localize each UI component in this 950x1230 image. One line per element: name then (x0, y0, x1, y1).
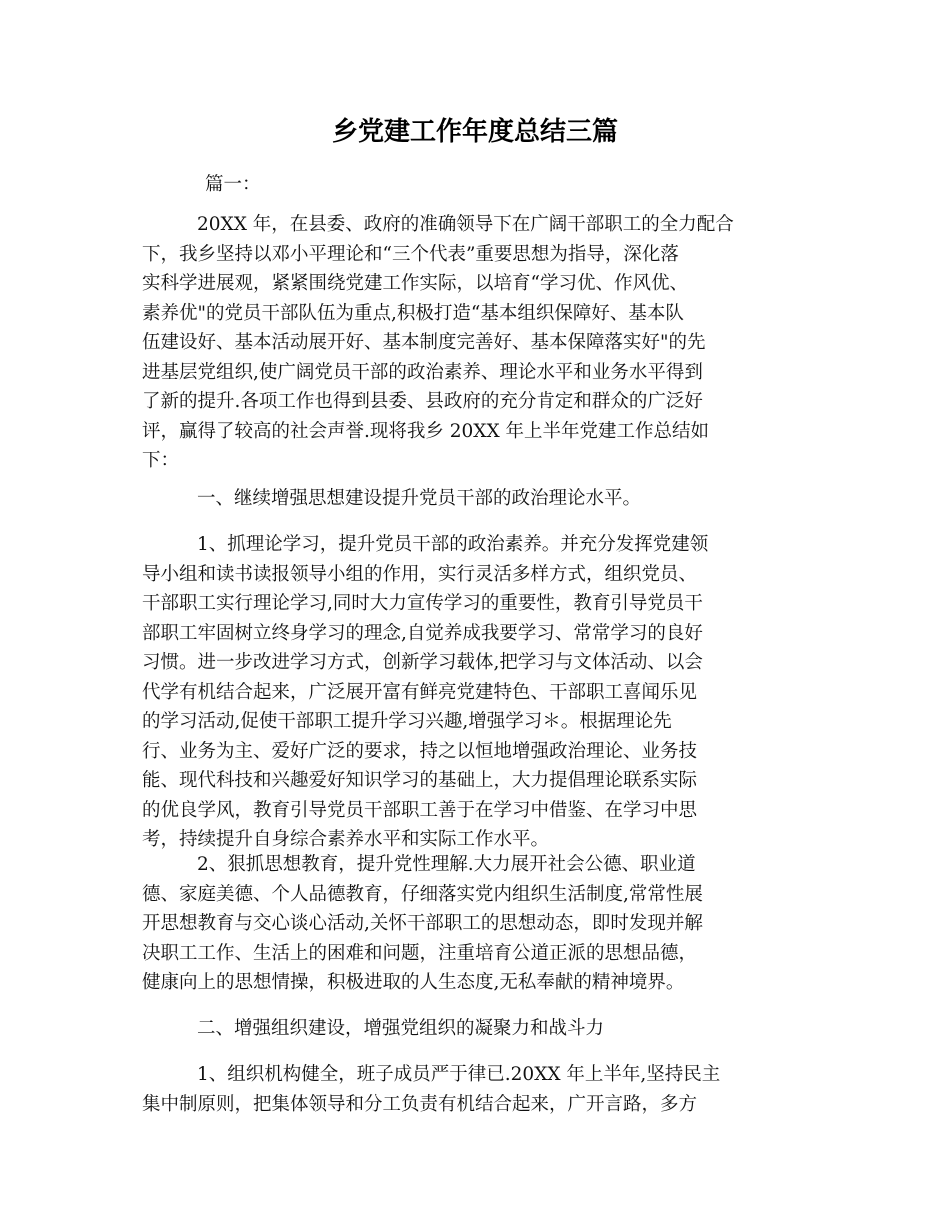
text-line: 2、狠抓思想教育，提升党性理解.大力展开社会公德、职业道 (197, 854, 696, 875)
page-title: 乡党建工作年度总结三篇 (331, 117, 618, 147)
text-line: 评，赢得了较高的社会声誉.现将我乡 20XX 年上半年党建工作总结如 (142, 420, 710, 442)
text-line: 开思想教育与交心谈心活动,关怀干部职工的思想动态，即时发现并解 (142, 913, 703, 934)
paragraph-1-1 (142, 530, 810, 855)
section-heading-2 (142, 1014, 810, 1044)
text-line: 了新的提升.各项工作也得到县委、县政府的充分肯定和群众的广泛好 (142, 391, 703, 412)
text-line: 决职工工作、生活上的困难和问题，注重培育公道正派的思想品德， (142, 942, 698, 964)
text-line: 考，持续提升自身综合素养水平和实际工作水平。 (142, 829, 550, 850)
text-line: 下，我乡坚持以邓小平理论和“三个代表”重要思想为指导，深化落 (142, 243, 679, 265)
section-label: 篇一： (205, 174, 261, 195)
text-line: 的优良学风，教育引导党员干部职工善于在学习中借鉴、在学习中思 (142, 799, 698, 821)
section-heading-1 (142, 484, 810, 514)
text-line: 素养优"的党员干部队伍为重点,积极打造“基本组织保障好、基本队 (142, 302, 684, 324)
text-line: 导小组和读书读报领导小组的作用，实行灵活多样方式，组织党员、 (142, 563, 698, 585)
paragraph-2-1 (142, 1060, 810, 1119)
text-line: 德、家庭美德、个人品德教育，仔细落实党内组织生活制度,常常性展 (142, 883, 703, 905)
text-line: 下： (142, 450, 180, 471)
text-line: 能、现代科技和兴趣爱好知识学习的基础上，大力提倡理论联系实际 (142, 770, 698, 791)
text-line: 行、业务为主、爱好广泛的要求，持之以恒地增强政治理论、业务技 (142, 740, 698, 762)
text-line: 集中制原则，把集体领导和分工负责有机结合起来，广开言路，多方 (142, 1093, 698, 1115)
text-line: 20XX 年，在县委、政府的准确领导下在广阔干部职工的全力配合 (197, 214, 734, 235)
paragraph-1-2 (142, 850, 810, 998)
text-line: 1、抓理论学习，提升党员干部的政治素养。并充分发挥党建领 (197, 534, 709, 555)
text-line: 干部职工实行理论学习,同时大力宣传学习的重要性，教育引导党员干 (142, 593, 703, 614)
text-line: 实科学进展观，紧紧围绕党建工作实际，以培育“学习优、作风优、 (142, 273, 688, 294)
text-line: 的学习活动,促使干部职工提升学习兴趣,增强学习＊。根据理论先 (142, 711, 672, 732)
text-line: 伍建设好、基本活动展开好、基本制度完善好、基本保障落实好"的先 (142, 332, 706, 353)
paragraph-intro (142, 210, 810, 476)
text-line: 进基层党组织,使广阔党员干部的政治素养、理论水平和业务水平得到 (142, 361, 703, 383)
text-line: 部职工牢固树立终身学习的理念,自觉养成我要学习、常常学习的良好 (142, 622, 703, 644)
text-line: 一、继续增强思想建设提升党员干部的政治理论水平。 (197, 488, 642, 509)
text-line: 健康向上的思想情操，积极进取的人生态度,无私奉献的精神境界。 (142, 972, 685, 993)
text-line: 代学有机结合起来，广泛展开富有鲜亮党建特色、干部职工喜闻乐见 (142, 681, 698, 703)
text-line: 习惯。进一步改进学习方式，创新学习载体,把学习与文体活动、以会 (142, 652, 703, 673)
text-line: 1、组织机构健全，班子成员严于律已.20XX 年上半年,坚持民主 (197, 1064, 721, 1085)
text-line: 二、增强组织建设，增强党组织的凝聚力和战斗力 (197, 1018, 605, 1039)
